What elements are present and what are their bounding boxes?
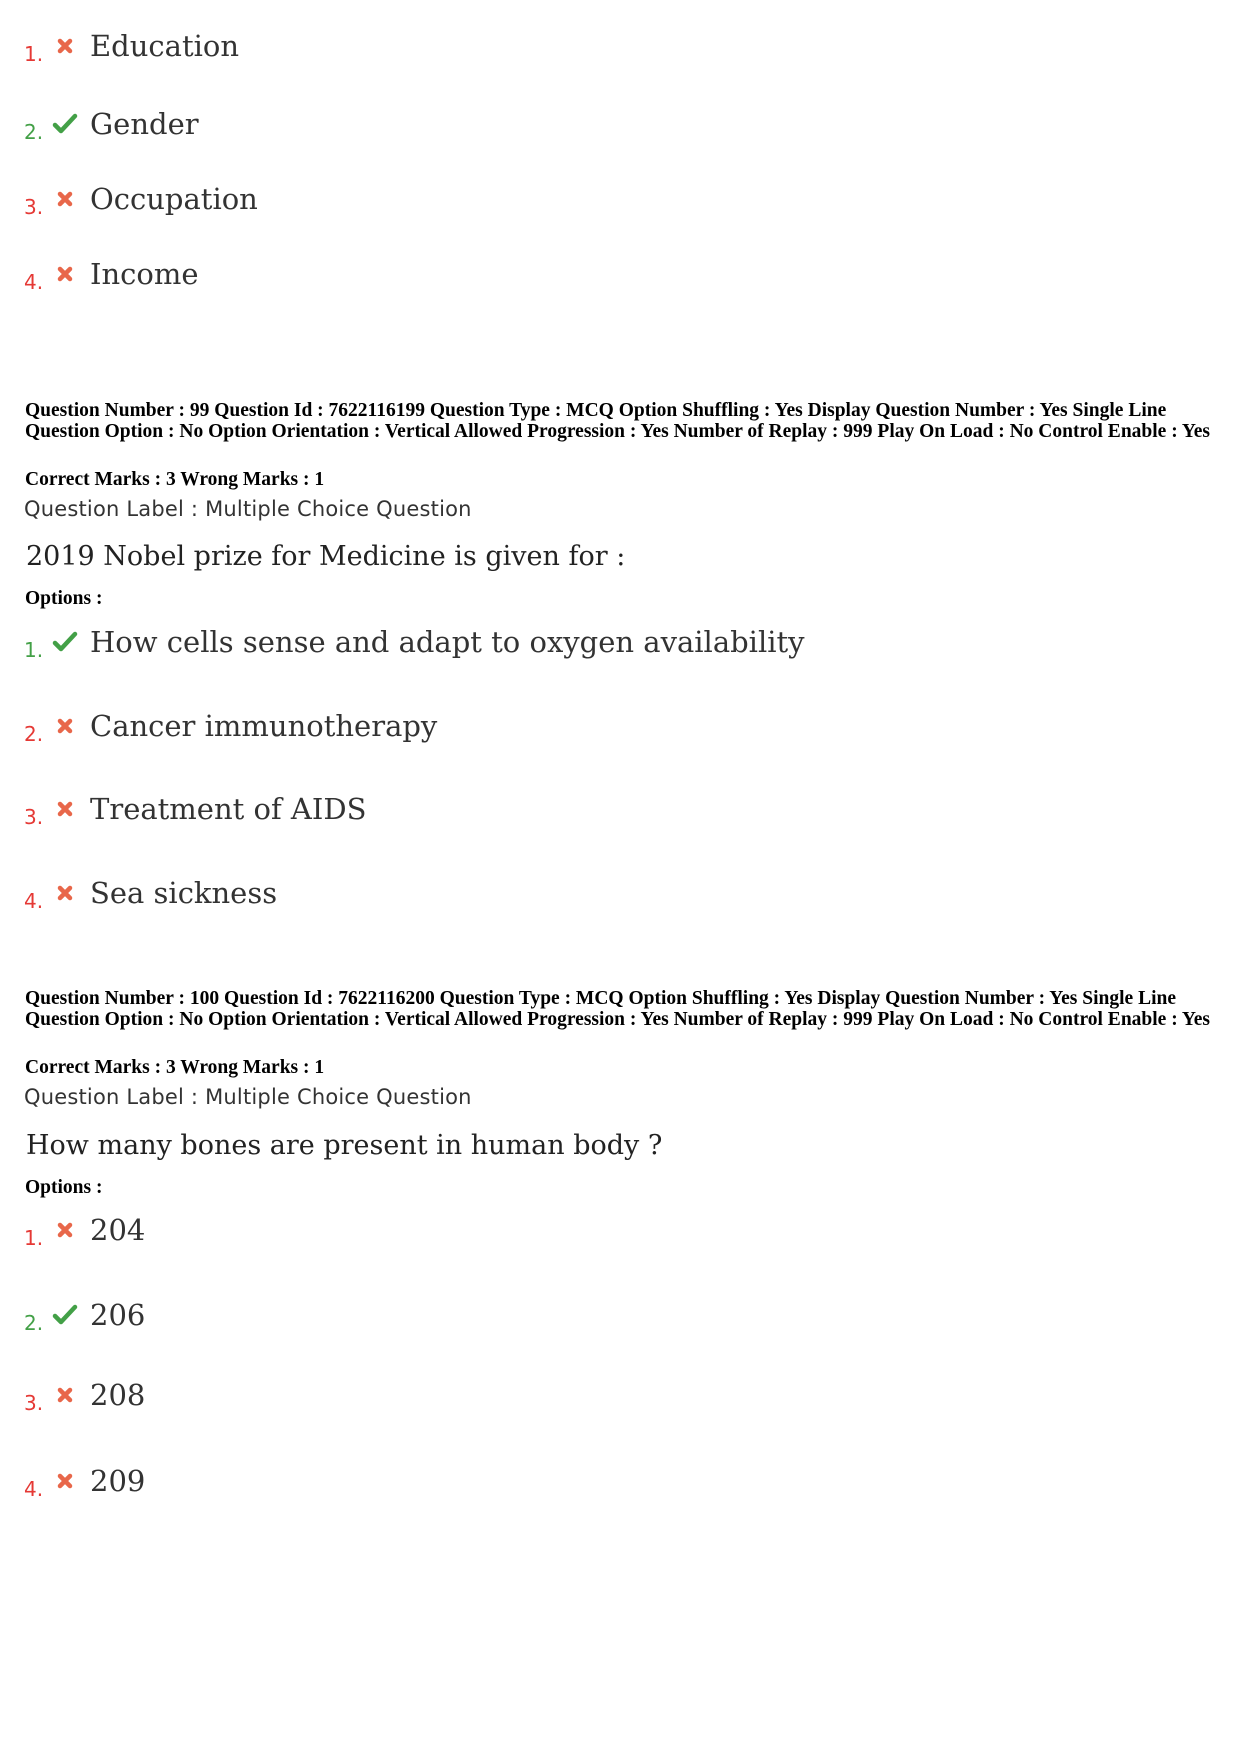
option-number: 2. [24,120,44,144]
option-row [0,256,1100,296]
cross-icon [52,797,78,821]
option-number: 3. [24,805,44,829]
option-number: 2. [24,1311,44,1335]
cross-icon [52,881,78,905]
option-row [0,1212,1100,1252]
option-row [0,791,1100,831]
question-text: How many bones are present in human body ? [26,1130,663,1161]
option-text: Cancer immunotherapy [90,709,438,743]
cross-icon [52,1383,78,1407]
option-row [0,875,1100,915]
option-row [0,1463,1100,1503]
option-text: 204 [90,1213,146,1247]
option-number: 3. [24,195,44,219]
option-text: Sea sickness [90,876,278,910]
option-text: Gender [90,107,199,141]
check-icon [52,112,78,136]
option-text: How cells sense and adapt to oxygen availability [90,625,805,659]
options-label: Options : [25,588,103,609]
option-number: 1. [24,638,44,662]
option-text: 208 [90,1378,146,1412]
question-meta: Question Number : 100 Question Id : 7622116200 Question Type : MCQ Option Shuffling : Yes Display Question Number : Yes Single Line Question Option : No Option Orientation : Vertical Allowed Progression : Yes Number of Replay : 999 Play On Load : No Control Enable : Yes [25,988,1211,1030]
question-meta: Question Number : 99 Question Id : 7622116199 Question Type : MCQ Option Shuffling : Yes Display Question Number : Yes Single Line Question Option : No Option Orientation : Vertical Allowed Progression : Yes Number of Replay : 999 Play On Load : No Control Enable : Yes [25,400,1211,442]
option-row [0,106,1100,146]
option-number: 1. [24,1226,44,1250]
option-text: Education [90,29,240,63]
question-label: Question Label : Multiple Choice Question [24,497,472,521]
question-label: Question Label : Multiple Choice Question [24,1085,472,1109]
option-number: 4. [24,889,44,913]
option-text: 209 [90,1464,146,1498]
option-text: Income [90,257,199,291]
cross-icon [52,714,78,738]
options-label: Options : [25,1177,103,1198]
check-icon [52,1303,78,1327]
cross-icon [52,1218,78,1242]
check-icon [52,630,78,654]
option-row [0,624,1100,664]
question-marks: Correct Marks : 3 Wrong Marks : 1 [25,1057,325,1078]
option-number: 2. [24,722,44,746]
option-row [0,1377,1100,1417]
question-marks: Correct Marks : 3 Wrong Marks : 1 [25,469,325,490]
option-row [0,1297,1100,1337]
option-row [0,181,1100,221]
option-number: 1. [24,42,44,66]
cross-icon [52,262,78,286]
option-text: 206 [90,1298,146,1332]
cross-icon [52,187,78,211]
option-row [0,28,1100,68]
option-text: Occupation [90,182,258,216]
option-number: 4. [24,270,44,294]
option-number: 3. [24,1391,44,1415]
cross-icon [52,34,78,58]
option-text: Treatment of AIDS [90,792,367,826]
cross-icon [52,1469,78,1493]
option-row [0,708,1100,748]
question-text: 2019 Nobel prize for Medicine is given for : [26,541,626,572]
option-number: 4. [24,1477,44,1501]
